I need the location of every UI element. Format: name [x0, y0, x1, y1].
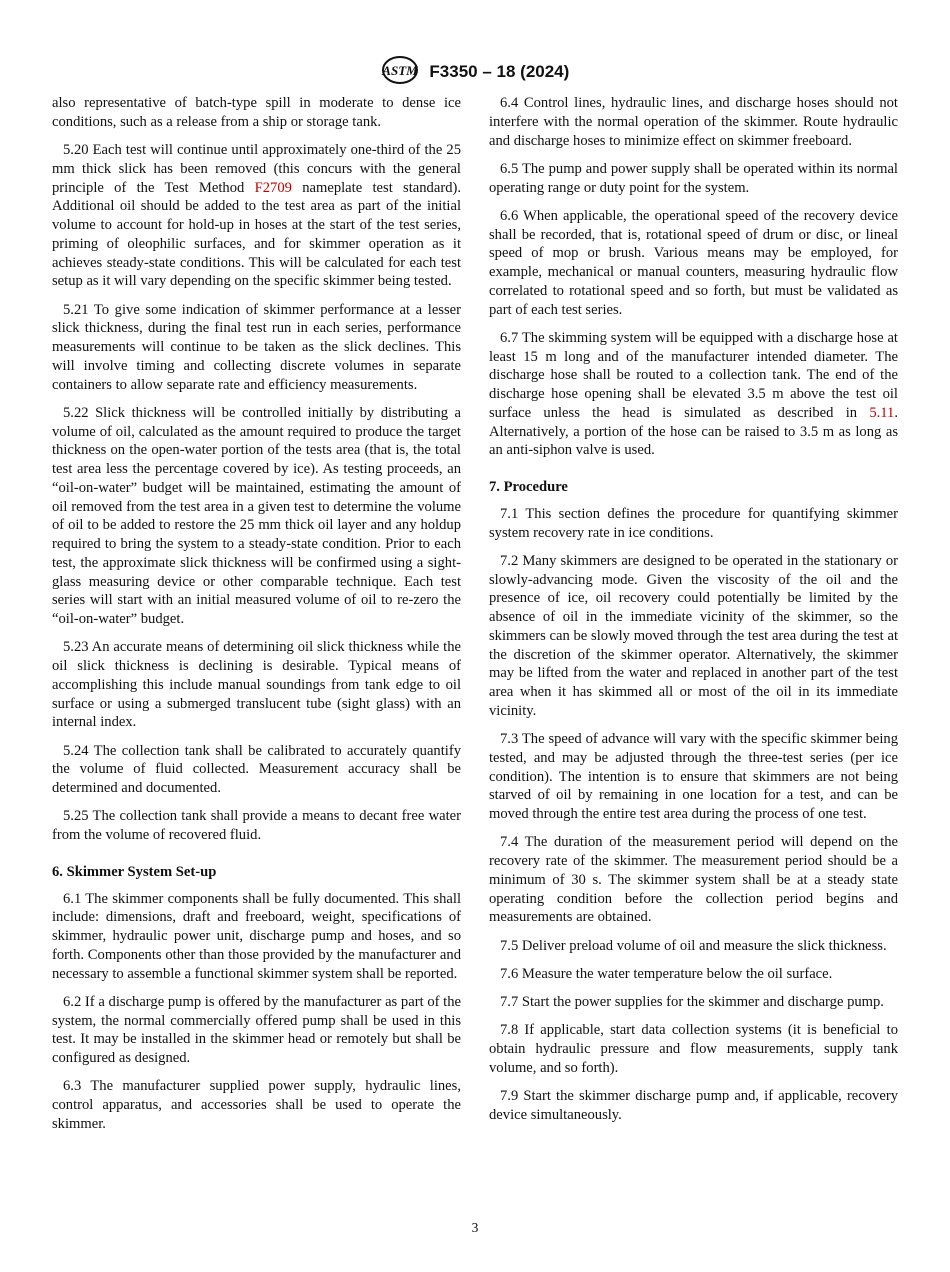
paragraph: [52, 993, 461, 1068]
paragraph-text: 7.5 Deliver preload volume of oil and measure the slick thickness.: [500, 937, 887, 954]
paragraph: [52, 141, 461, 291]
paragraph-text: nameplate test standard). Additional oil should be added to the test area as part of the initial volume to account for hold-up in hoses at the start of the test series, priming of oleophilic surfaces, and for skimmer operation as it achieves steady-state conditions. This will be calculated for each test setup as it will vary depending on the specific skimmer being tested.: [52, 179, 462, 290]
paragraph: [489, 833, 898, 927]
paragraph-text: 5.22 Slick thickness will be controlled initially by distributing a volume of oil, calculated as the amount required to produce the target thickness on the open-water portion of the tests area (that is, the total test area less the percentage covered by ice). As testing proceeds, an “oil-on-water” budget will be maintained, estimating the amount of oil removed from the test area in a given test to determine the volume of oil to be added to restore the 25 mm thick oil layer and any holdup required to bring the system to a steady-state condition. Prior to each test, the approximate slick thickness will be confirmed using a sight-glass measuring device or other comparable technique. Each test series will start with an initial measured volume of oil to re-zero the “oil-on-water” budget.: [52, 404, 461, 627]
paragraph-text: 5.25 The collection tank shall provide a means to decant free water from the volume of recovered fluid.: [52, 808, 461, 843]
paragraph-text: 7.6 Measure the water temperature below the oil surface.: [500, 965, 833, 982]
reference-link[interactable]: F2709: [254, 179, 292, 196]
svg-text:ASTM: ASTM: [381, 63, 418, 78]
paragraph-text: 6.5 The pump and power supply shall be operated within its normal operating range or duty point for the system.: [489, 160, 898, 196]
paragraph-text: 7.2 Many skimmers are designed to be operated in the stationary or slowly-advancing mode. Given the viscosity of the oil and the presence of ice, oil recovery could potentially be limited by the absence of oil in the immediate vicinity of the skimmer, so the skimmers can be slowly moved through the test area during the test at the discretion of the skimmer operator. Alternatively, the skimmer may be lifted from the water and replaced in another part of the test area when it has skimmed all or most of the oil in its immediate vicinity.: [489, 552, 898, 719]
section-heading: 7. Procedure: [489, 479, 568, 495]
paragraph: [52, 807, 461, 845]
paragraph: [489, 1087, 898, 1125]
paragraph-text: 7.1 This section defines the procedure for quantifying skimmer system recovery rate in ice conditions.: [489, 505, 898, 541]
astm-logo-icon: [381, 55, 419, 90]
paragraph: [489, 505, 898, 543]
section-heading: 6. Skimmer System Set-up: [52, 863, 217, 880]
paragraph-text: 5.21 To give some indication of skimmer performance at a lesser slick thickness, during the final test run in each series, performance measurements will continue to be taken as the slick declines. This will involve timing and collecting discrete volumes in separate containers to allow separate rate and efficiency measurements.: [52, 301, 461, 393]
paragraph: [52, 94, 461, 132]
paragraph: [489, 965, 898, 984]
paragraph-text: 6.7 The skimming system will be equipped with a discharge hose at least 15 m long and of the manufacturer intended diameter. The discharge hose shall be routed to a collection tank. The end of the discharge hose opening shall be elevated 3.5 m above the test oil surface unless the head is simulated as described in: [489, 329, 898, 421]
right-column: [489, 94, 898, 1134]
paragraph: [52, 1077, 461, 1133]
paragraph-text: 7.8 If applicable, start data collection systems (it is beneficial to obtain hydraulic pressure and flow measurements, supply tank volume, and so forth).: [489, 1022, 898, 1076]
paragraph: [52, 404, 461, 629]
paragraph: [489, 993, 898, 1012]
paragraph-text: 6.2 If a discharge pump is offered by the manufacturer as part of the system, the normal commercially offered pump shall be used in this test. It may be installed in the skimmer head or remotely but shall be configured as designed.: [52, 993, 461, 1066]
left-column: [52, 94, 461, 1143]
paragraph-text: 7.4 The duration of the measurement period will depend on the recovery rate of the skimmer. The measurement period should be a minimum of 30 s. The skimmer system shall be at a steady state operating condition before the collection period begins and measurements are obtained.: [489, 834, 898, 926]
paragraph-text: 6.3 The manufacturer supplied power supply, hydraulic lines, control apparatus, and accessories shall be used to operate the skimmer.: [52, 1078, 461, 1132]
paragraph: [52, 890, 461, 984]
page-header: [0, 55, 950, 90]
paragraph: [52, 301, 461, 395]
paragraph-text: 6.6 When applicable, the operational speed of the recovery device shall be recorded, that is, rotational speed of drum or disc, or lineal speed of mop or brush. Various means may be employed, for example, mechanical or manual counters, measuring hydraulic flow correlated to rotational speed and so forth, but must be validated as part of each test series.: [489, 207, 898, 318]
paragraph: [489, 329, 898, 460]
paragraph-text: also representative of batch-type spill in moderate to dense ice conditions, such as a release from a ship or storage tank.: [52, 95, 461, 130]
page-number: 3: [471, 1220, 479, 1235]
paragraph-text: 7.9 Start the skimmer discharge pump and, if applicable, recovery device simultaneously.: [489, 1088, 898, 1123]
paragraph: [489, 1021, 898, 1077]
paragraph: [489, 94, 898, 150]
paragraph-text: . Alternatively, a portion of the hose can be raised to 3.5 m as long as an anti-siphon valve is used.: [489, 404, 898, 459]
paragraph: [52, 742, 461, 798]
paragraph-text: 6.4 Control lines, hydraulic lines, and discharge hoses should not interfere with the normal operation of the skimmer. Route hydraulic and discharge hoses to minimize effect on skimmer freeboard.: [489, 95, 898, 149]
paragraph: [52, 638, 461, 732]
reference-link[interactable]: 5.11: [869, 404, 895, 421]
paragraph-text: 5.20 Each test will continue until approximately one-third of the 25 mm thick slick has been removed (this concurs with the general principle of the Test Method: [52, 142, 461, 196]
paragraph-text: 5.24 The collection tank shall be calibrated to accurately quantify the volume of fluid collected. Measurement accuracy shall be determined and documented.: [52, 742, 461, 796]
document-designation: F3350 – 18 (2024): [429, 61, 570, 81]
paragraph: [489, 730, 898, 824]
paragraph: [489, 160, 898, 198]
paragraph-text: 7.7 Start the power supplies for the skimmer and discharge pump.: [500, 994, 884, 1010]
paragraph: [489, 207, 898, 320]
paragraph-text: 7.3 The speed of advance will vary with the specific skimmer being tested, and may be adjusted through the three-test series (per ice condition). The intention is to ensure that skimmers are not being starved of oil by remaining in one location for a test, and can be moved through the entire test area during the process of one test.: [489, 731, 898, 822]
paragraph-text: 5.23 An accurate means of determining oil slick thickness while the oil slick thickness is declining is desirable. Typical means of accomplishing this include manual soundings from tank edge to oil surface or using a submerged translucent tube (sight glass) with an internal index.: [52, 639, 461, 731]
paragraph-text: 6.1 The skimmer components shall be fully documented. This shall include: dimensions, draft and freeboard, weight, specifications of skimmer, hydraulic power unit, discharge pump and hoses, and so forth. Components other than those provided by the manufacturer and necessary to assemble a functional skimmer system shall be reported.: [52, 890, 461, 982]
paragraph: [489, 552, 898, 721]
paragraph: [489, 937, 898, 956]
